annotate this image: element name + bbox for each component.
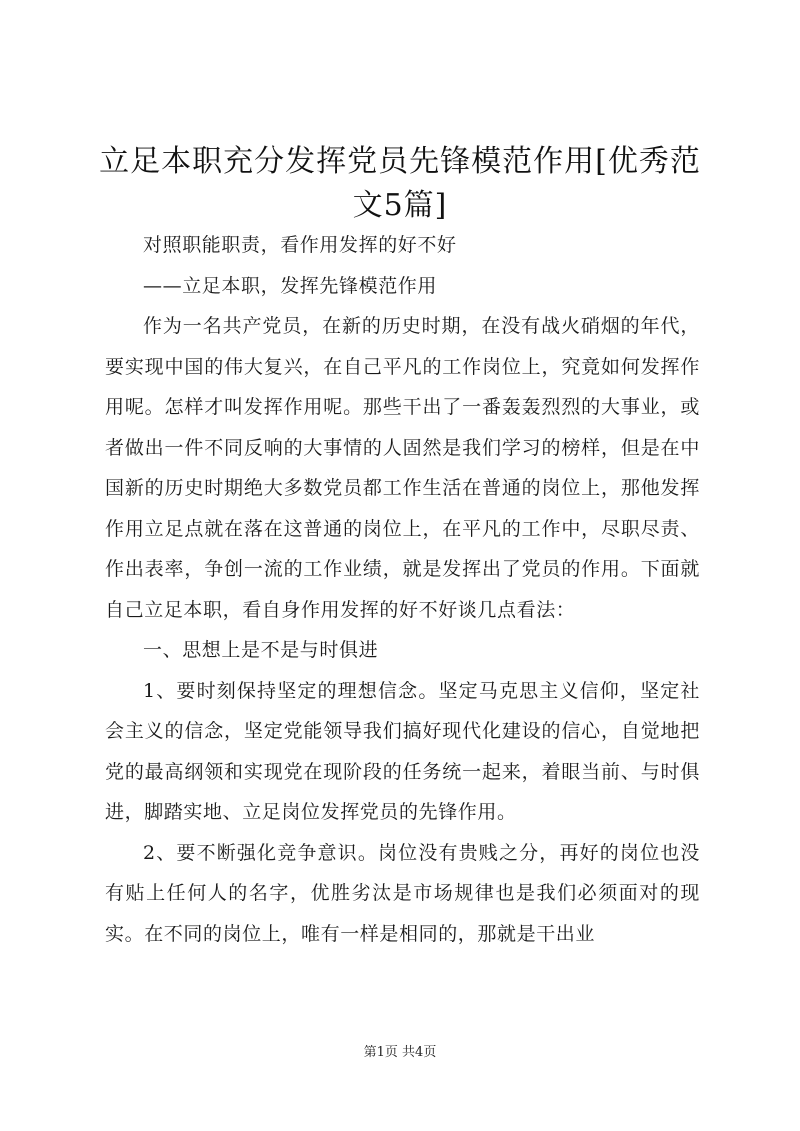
section-heading: 一、思想上是不是与时俱进 (143, 639, 379, 661)
document-title: 立足本职充分发挥党员先锋模范作用[优秀范文5篇] (99, 144, 701, 223)
document-body (105, 225, 700, 954)
subtitle-line: 对照职能职责，看作用发挥的好不好 (143, 234, 457, 256)
page-footer: 第1页 共4页 (363, 1045, 437, 1060)
point-1-paragraph: 1、要时刻保持坚定的理想信念。坚定马克思主义信仰，坚定社会主义的信念，坚定党能领导我们搞好现代化建设的信心，自觉地把党的最高纲领和实现党在现阶段的任务统一起来，着眼当前、与时俱进，脚踏实地、立足岗位发挥党员的先锋作用。 (105, 679, 700, 823)
subtitle-dash-line: ——立足本职，发挥先锋模范作用 (143, 274, 438, 297)
intro-paragraph: 作为一名共产党员，在新的历史时期，在没有战火硝烟的年代，要实现中国的伟大复兴，在自己平凡的工作岗位上，究竟如何发挥作用呢。怎样才叫发挥作用呢。那些干出了一番轰轰烈烈的大事业，或者做出一件不同反响的大事情的人固然是我们学习的榜样，但是在中国新的历史时期绝大多数党员都工作生活在普通的岗位上，那他发挥作用立足点就在落在这普通的岗位上，在平凡的工作中，尽职尽责、作出表率，争创一流的工作业绩，就是发挥出了党员的作用。下面就自己立足本职，看自身作用发挥的好不好谈几点看法： (105, 315, 700, 621)
point-2-paragraph: 2、要不断强化竞争意识。岗位没有贵贱之分，再好的岗位也没有贴上任何人的名字，优胜劣汰是市场规律也是我们必须面对的现实。在不同的岗位上，唯有一样是相同的，那就是干出业 (105, 841, 700, 945)
